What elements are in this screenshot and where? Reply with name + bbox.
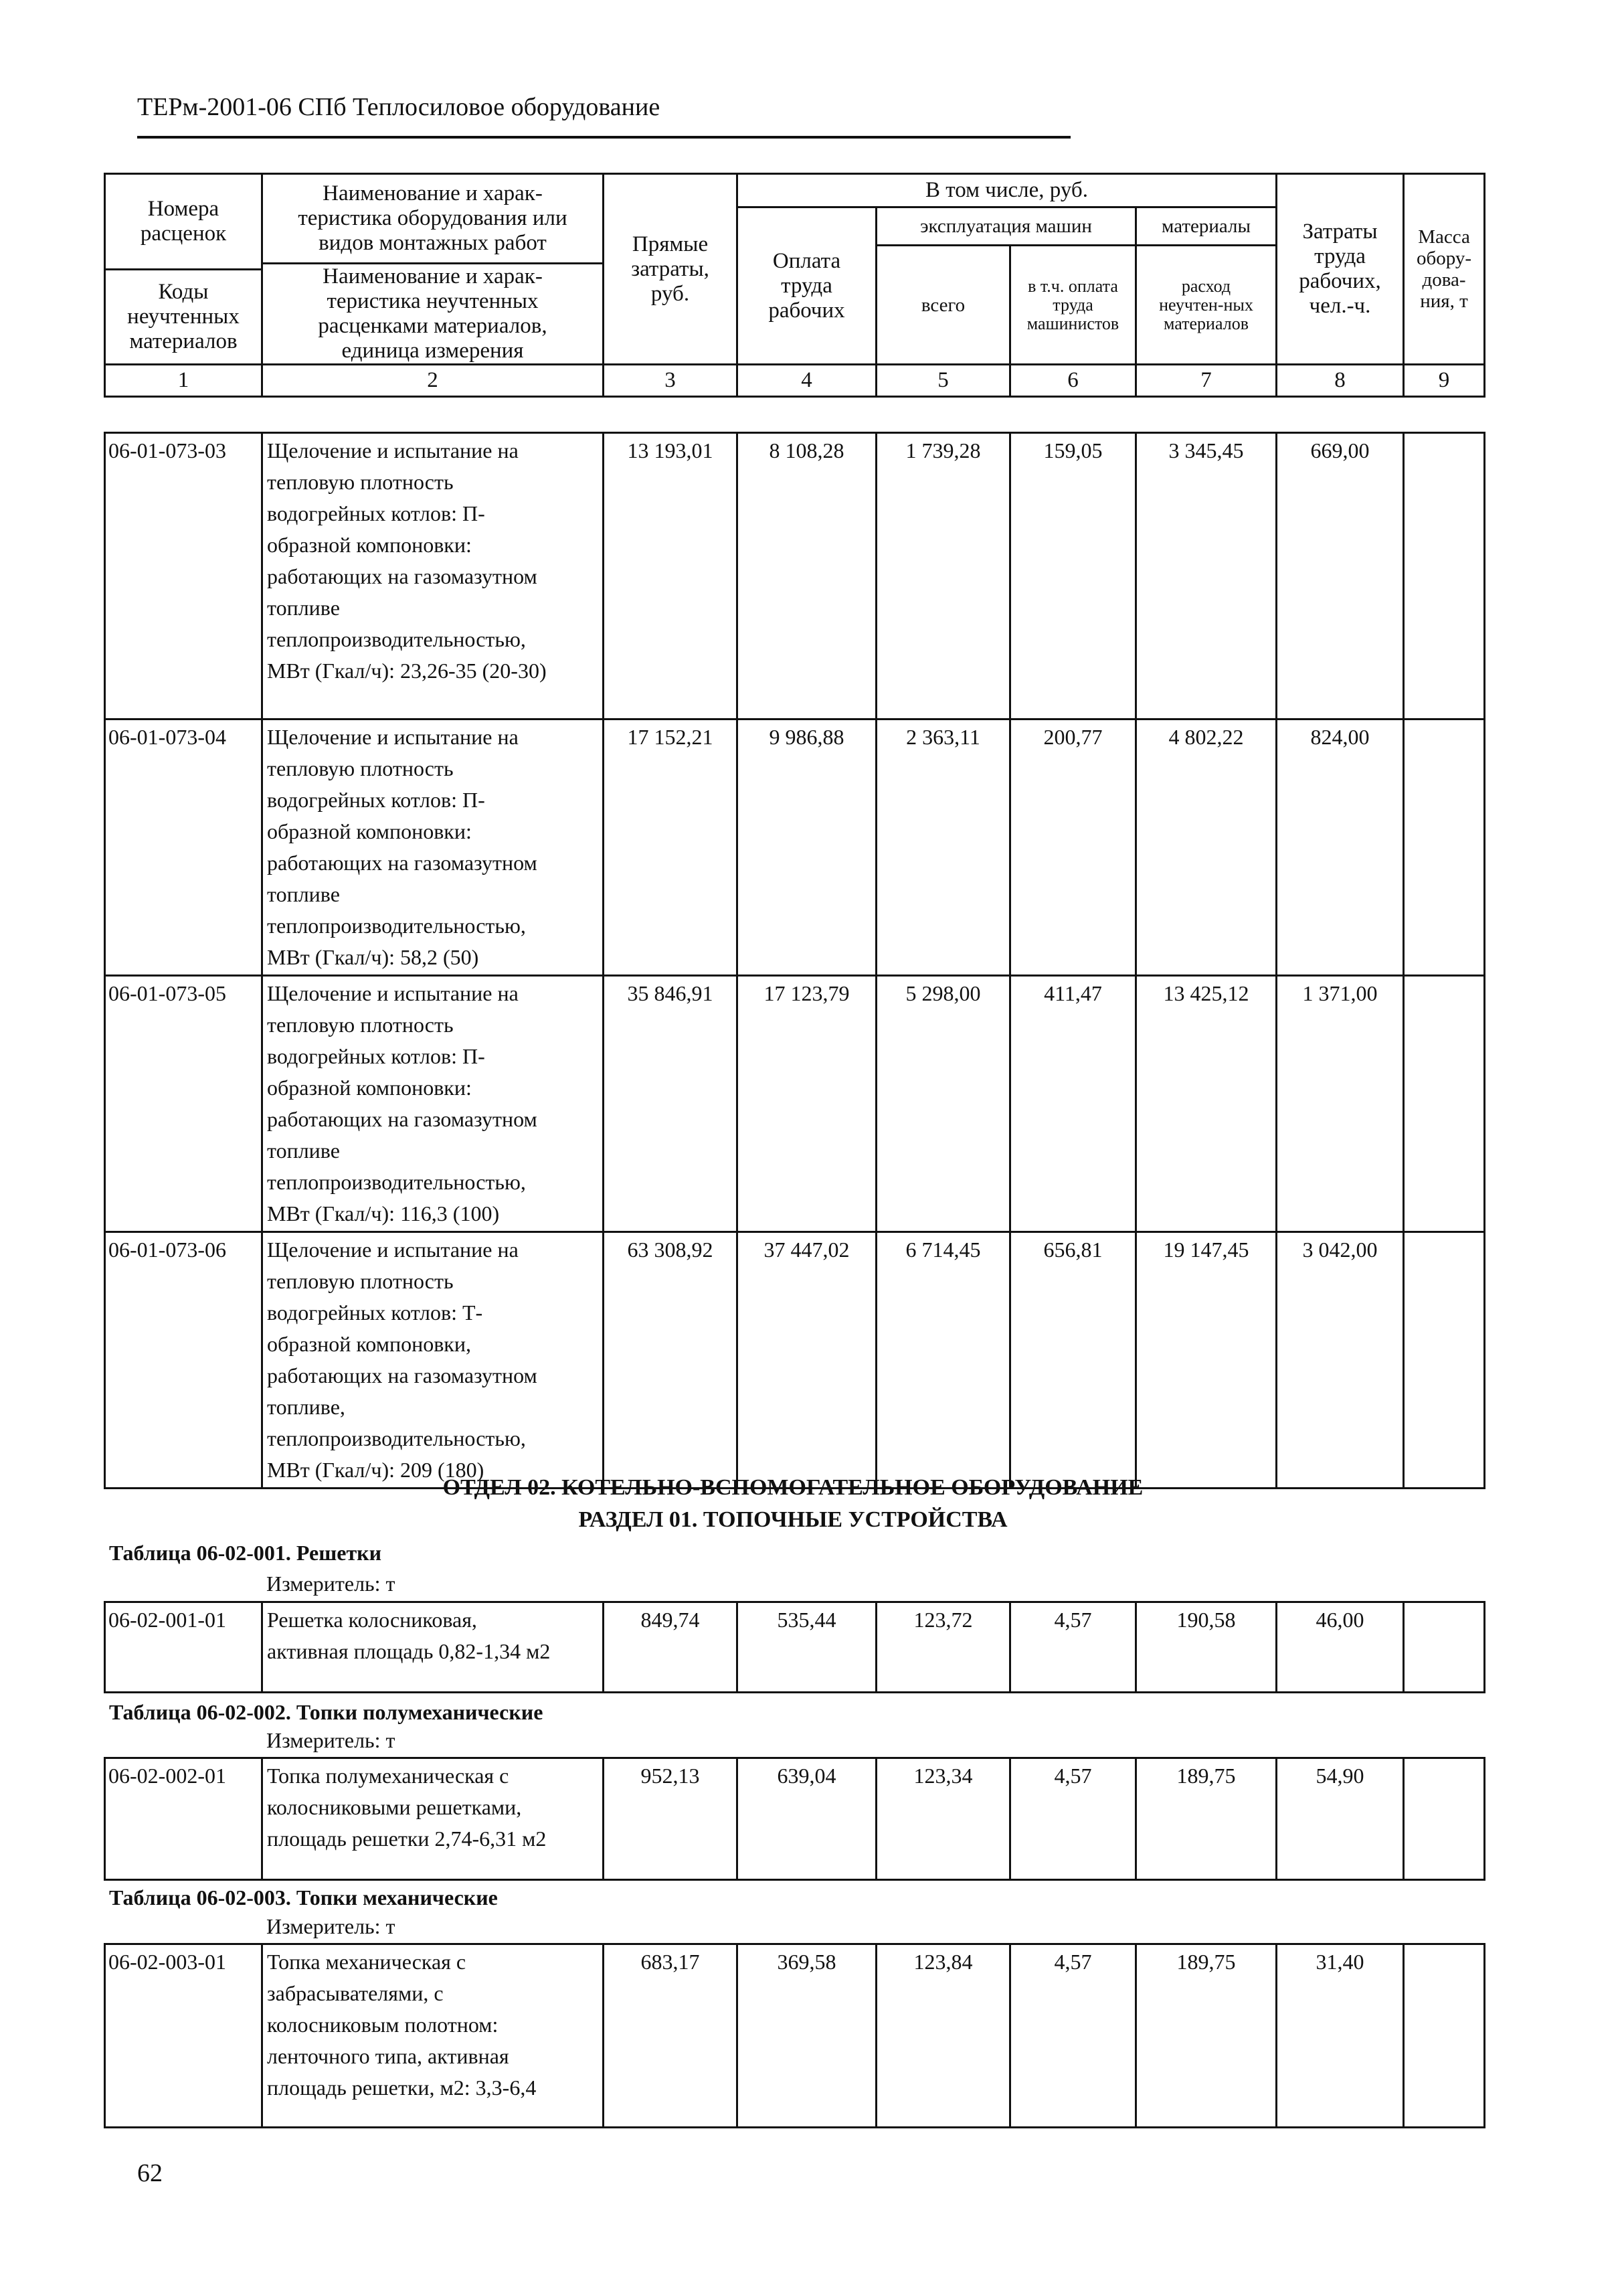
- header-num-9: 9: [1404, 365, 1485, 397]
- labor-hours: 824,00: [1277, 719, 1404, 976]
- header-num-3: 3: [604, 365, 737, 397]
- description-line: работающих на газомазутном: [267, 1363, 537, 1387]
- description-line: образной компоновки,: [267, 1332, 471, 1356]
- machinists-pay: 4,57: [1010, 1944, 1136, 2128]
- description-line: Щелочение и испытание на: [267, 438, 519, 462]
- description-line: тепловую плотность: [267, 1269, 454, 1293]
- header-num-6: 6: [1010, 365, 1136, 397]
- header-col2-top: Наименование и харак-теристика оборудования или видов монтажных работ: [263, 175, 602, 264]
- materials: 3 345,45: [1136, 433, 1277, 719]
- direct-costs: 17 152,21: [604, 719, 737, 976]
- description-line: теплопроизводительностью,: [267, 914, 526, 938]
- machinists-pay: 200,77: [1010, 719, 1136, 976]
- labor-hours: 54,90: [1277, 1758, 1404, 1880]
- header-col8: Затраты труда рабочих, чел.-ч.: [1277, 174, 1404, 365]
- description-line: колосниковыми решетками,: [267, 1795, 522, 1819]
- labor-pay: 8 108,28: [737, 433, 877, 719]
- machines-total: 1 739,28: [877, 433, 1010, 719]
- header-col1-bottom: Коды неучтенных материалов: [127, 279, 240, 353]
- description-line: Топка механическая с: [267, 1950, 466, 1974]
- header-group-machines: эксплуатация машин: [877, 207, 1136, 246]
- direct-costs: 952,13: [604, 1758, 737, 1880]
- description-line: топливе,: [267, 1395, 345, 1419]
- description-line: теплопроизводительностью,: [267, 627, 526, 651]
- direct-costs: 35 846,91: [604, 976, 737, 1232]
- labor-pay: 639,04: [737, 1758, 877, 1880]
- description-line: водогрейных котлов: Т-: [267, 1300, 483, 1325]
- machines-total: 123,34: [877, 1758, 1010, 1880]
- description-line: водогрейных котлов: П-: [267, 501, 485, 525]
- description-line: площадь решетки, м2: 3,3-6,4: [267, 2076, 537, 2100]
- machines-total: 6 714,45: [877, 1232, 1010, 1489]
- rates-table-mechanical: [104, 1943, 1485, 2128]
- section-title-section: РАЗДЕЛ 01. ТОПОЧНЫЕ УСТРОЙСТВА: [578, 1507, 1008, 1532]
- materials: 189,75: [1136, 1944, 1277, 2128]
- description-line: колосниковым полотном:: [267, 2013, 499, 2037]
- description-line: Щелочение и испытание на: [267, 725, 519, 749]
- equipment-mass: [1404, 1602, 1485, 1693]
- table-row: [105, 1758, 1485, 1880]
- machinists-pay: 4,57: [1010, 1758, 1136, 1880]
- machines-total: 123,84: [877, 1944, 1010, 2128]
- description-line: топливе: [267, 882, 340, 906]
- header-num-2: 2: [262, 365, 604, 397]
- rate-code: 06-02-001-01: [105, 1602, 262, 1693]
- header-col4: Оплата труда рабочих: [737, 207, 877, 365]
- rate-code: 06-02-003-01: [105, 1944, 262, 2128]
- header-num-4: 4: [737, 365, 877, 397]
- direct-costs: 849,74: [604, 1602, 737, 1693]
- page-number: 62: [137, 2159, 163, 2187]
- header-group-including: В том числе, руб.: [737, 174, 1277, 207]
- rate-code: 06-01-073-04: [105, 719, 262, 976]
- machinists-pay: 656,81: [1010, 1232, 1136, 1489]
- section-title-department: ОТДЕЛ 02. КОТЕЛЬНО-ВСПОМОГАТЕЛЬНОЕ ОБОРУДОВАНИЕ: [442, 1475, 1144, 1500]
- header-col9: Масса обору-дова-ния, т: [1404, 174, 1485, 365]
- description-line: водогрейных котлов: П-: [267, 1044, 485, 1068]
- materials: 189,75: [1136, 1758, 1277, 1880]
- description-line: активная площадь 0,82-1,34 м2: [267, 1639, 551, 1663]
- header-col6: в т.ч. оплата труда машинистов: [1010, 246, 1136, 365]
- column-header-table: [104, 173, 1485, 398]
- rates-table-semi-mechanical: [104, 1757, 1485, 1881]
- rate-description: [262, 1602, 604, 1693]
- description-line: топливе: [267, 1138, 340, 1163]
- measure-unit: Измеритель: т: [266, 1728, 395, 1752]
- table-row: [105, 1944, 1485, 2128]
- table-row: [105, 1232, 1485, 1489]
- labor-hours: 669,00: [1277, 433, 1404, 719]
- rate-description: [262, 433, 604, 719]
- rate-description: [262, 719, 604, 976]
- description-line: работающих на газомазутном: [267, 1107, 537, 1131]
- description-line: Щелочение и испытание на: [267, 981, 519, 1005]
- table-row: [105, 1602, 1485, 1693]
- table-row: [105, 433, 1485, 719]
- direct-costs: 683,17: [604, 1944, 737, 2128]
- header-num-5: 5: [877, 365, 1010, 397]
- rates-table-grates: [104, 1601, 1485, 1693]
- equipment-mass: [1404, 1944, 1485, 2128]
- description-line: МВт (Гкал/ч): 23,26-35 (20-30): [267, 659, 547, 683]
- description-line: Щелочение и испытание на: [267, 1238, 519, 1262]
- description-line: тепловую плотность: [267, 756, 454, 780]
- header-col1-top: Номера расценок: [106, 175, 261, 270]
- rate-code: 06-01-073-03: [105, 433, 262, 719]
- description-line: теплопроизводительностью,: [267, 1426, 526, 1450]
- description-line: теплопроизводительностью,: [267, 1170, 526, 1194]
- description-line: тепловую плотность: [267, 470, 454, 494]
- description-line: водогрейных котлов: П-: [267, 788, 485, 812]
- description-line: площадь решетки 2,74-6,31 м2: [267, 1827, 547, 1851]
- machinists-pay: 159,05: [1010, 433, 1136, 719]
- description-line: МВт (Гкал/ч): 58,2 (50): [267, 945, 479, 969]
- page-header: ТЕРм-2001-06 СПб Теплосиловое оборудование: [137, 93, 660, 121]
- labor-hours: 46,00: [1277, 1602, 1404, 1693]
- header-numbers-row: [105, 365, 1485, 397]
- measure-unit: Измеритель: т: [266, 1914, 395, 1938]
- header-col7: расход неучтен-ных материалов: [1136, 246, 1277, 365]
- equipment-mass: [1404, 976, 1485, 1232]
- materials: 190,58: [1136, 1602, 1277, 1693]
- labor-hours: 3 042,00: [1277, 1232, 1404, 1489]
- rates-table-main: [104, 432, 1485, 1489]
- rate-description: [262, 976, 604, 1232]
- equipment-mass: [1404, 719, 1485, 976]
- rate-description: [262, 1232, 604, 1489]
- header-num-8: 8: [1277, 365, 1404, 397]
- rate-code: 06-01-073-06: [105, 1232, 262, 1489]
- machinists-pay: 4,57: [1010, 1602, 1136, 1693]
- description-line: образной компоновки:: [267, 533, 472, 557]
- labor-pay: 37 447,02: [737, 1232, 877, 1489]
- equipment-mass: [1404, 1232, 1485, 1489]
- machines-total: 2 363,11: [877, 719, 1010, 976]
- equipment-mass: [1404, 433, 1485, 719]
- labor-pay: 535,44: [737, 1602, 877, 1693]
- materials: 19 147,45: [1136, 1232, 1277, 1489]
- header-num-1: 1: [105, 365, 262, 397]
- description-line: ленточного типа, активная: [267, 2044, 509, 2068]
- equipment-mass: [1404, 1758, 1485, 1880]
- header-col5: всего: [877, 246, 1010, 365]
- description-line: работающих на газомазутном: [267, 564, 537, 588]
- header-num-7: 7: [1136, 365, 1277, 397]
- description-line: МВт (Гкал/ч): 209 (180): [267, 1458, 484, 1482]
- rate-description: [262, 1944, 604, 2128]
- measure-unit: Измеритель: т: [266, 1572, 395, 1596]
- description-line: топливе: [267, 596, 340, 620]
- table-row: [105, 976, 1485, 1232]
- description-line: забрасывателями, с: [267, 1981, 444, 2005]
- labor-hours: 1 371,00: [1277, 976, 1404, 1232]
- description-line: МВт (Гкал/ч): 116,3 (100): [267, 1201, 500, 1225]
- rate-code: 06-02-002-01: [105, 1758, 262, 1880]
- description-line: образной компоновки:: [267, 1076, 472, 1100]
- description-line: образной компоновки:: [267, 819, 472, 843]
- machinists-pay: 411,47: [1010, 976, 1136, 1232]
- table-caption: Таблица 06-02-001. Решетки: [109, 1541, 382, 1565]
- materials: 4 802,22: [1136, 719, 1277, 976]
- labor-pay: 9 986,88: [737, 719, 877, 976]
- machines-total: 123,72: [877, 1602, 1010, 1693]
- labor-pay: 369,58: [737, 1944, 877, 2128]
- labor-hours: 31,40: [1277, 1944, 1404, 2128]
- labor-pay: 17 123,79: [737, 976, 877, 1232]
- description-line: работающих на газомазутном: [267, 851, 537, 875]
- description-line: Решетка колосниковая,: [267, 1608, 477, 1632]
- machines-total: 5 298,00: [877, 976, 1010, 1232]
- table-caption: Таблица 06-02-003. Топки механические: [109, 1885, 498, 1910]
- header-group-materials: материалы: [1136, 207, 1277, 246]
- description-line: Топка полумеханическая с: [267, 1764, 509, 1788]
- header-rule: [137, 136, 1071, 139]
- table-caption: Таблица 06-02-002. Топки полумеханические: [109, 1700, 543, 1724]
- rate-description: [262, 1758, 604, 1880]
- header-col3: Прямые затраты, руб.: [604, 174, 737, 365]
- table-row: [105, 719, 1485, 976]
- direct-costs: 13 193,01: [604, 433, 737, 719]
- description-line: тепловую плотность: [267, 1013, 454, 1037]
- materials: 13 425,12: [1136, 976, 1277, 1232]
- rate-code: 06-01-073-05: [105, 976, 262, 1232]
- direct-costs: 63 308,92: [604, 1232, 737, 1489]
- header-col2-bottom: Наименование и харак-теристика неучтенных расценками материалов, единица измерения: [318, 264, 547, 363]
